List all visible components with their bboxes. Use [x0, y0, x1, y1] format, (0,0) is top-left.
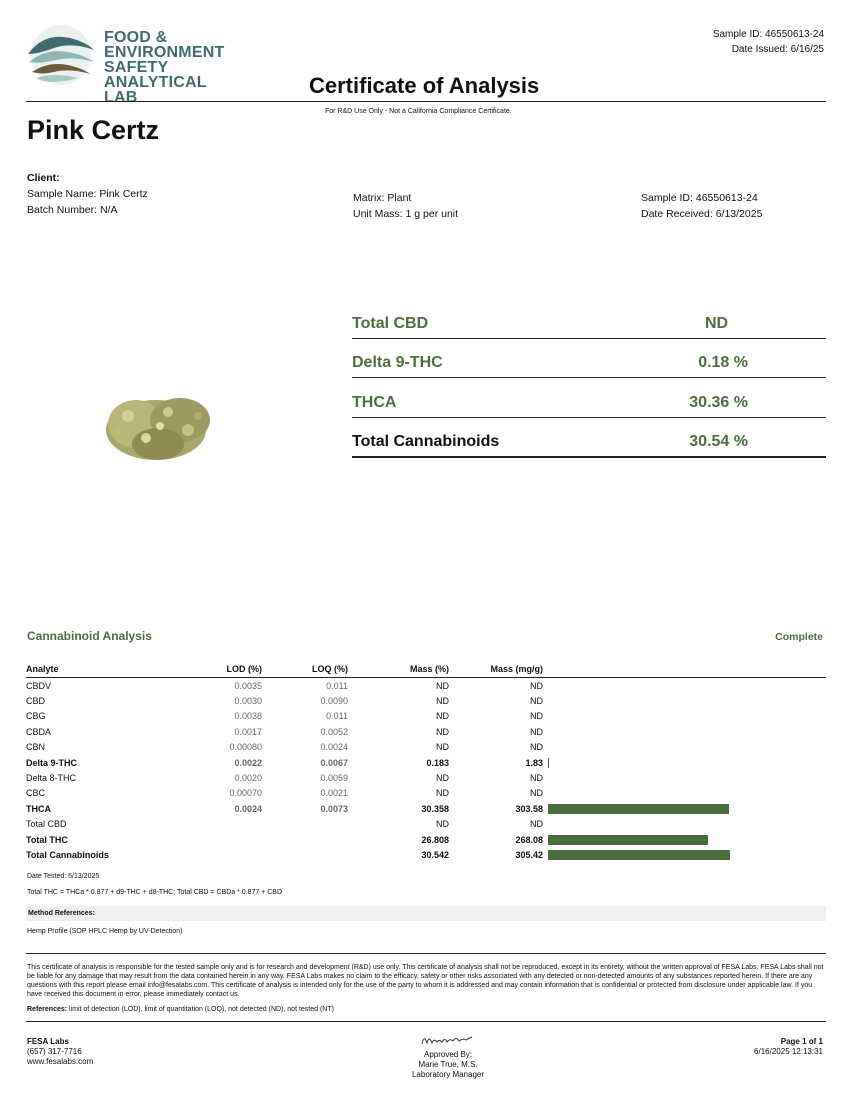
mass-pct-cell: ND	[436, 788, 449, 799]
table-row	[26, 817, 826, 832]
lab-logo-mark-icon	[24, 24, 98, 86]
bar-cell	[543, 817, 826, 832]
footer-divider	[26, 1021, 826, 1022]
unit-mass: Unit Mass: 1 g per unit	[353, 208, 459, 220]
analyte-cell: Total CBD	[26, 819, 67, 830]
mass-mg-cell: 305.42	[515, 849, 543, 860]
mass-bar	[548, 850, 730, 860]
summary-row-delta9-thc	[352, 339, 826, 378]
summary-value: 30.54 %	[689, 433, 748, 450]
mass-mg-cell: ND	[530, 742, 543, 753]
table-row	[26, 801, 826, 816]
table-row	[26, 786, 826, 801]
summary-value: ND	[705, 315, 729, 332]
mass-mg-cell: 1.83	[525, 757, 543, 768]
mass-mg-cell: ND	[530, 696, 543, 707]
analyte-cell: CBG	[26, 711, 46, 722]
bar-cell	[543, 847, 826, 862]
col-mass-pct: Mass (%)	[348, 663, 449, 678]
bar-cell	[543, 740, 826, 755]
loq-cell: 0.0052	[320, 726, 348, 737]
mass-mg-cell: ND	[530, 819, 543, 830]
bar-cell	[543, 832, 826, 847]
col-lod: LOD (%)	[151, 663, 262, 678]
lod-cell: 0.0030	[234, 696, 262, 707]
analyte-cell: CBD	[26, 696, 46, 707]
summary-row-total-cannabinoids	[352, 418, 826, 458]
loq-cell: 0.0024	[320, 742, 348, 753]
table-row	[26, 693, 826, 708]
loq-cell: 0.0073	[320, 803, 348, 814]
approved-by: Approved By:	[423, 1050, 473, 1059]
sample-id: Sample ID: 46550613-24	[641, 192, 758, 204]
summary-value: 0.18 %	[698, 354, 748, 371]
method-divider	[26, 953, 826, 954]
method-references-header	[26, 906, 826, 921]
mass-mg-cell: ND	[530, 711, 543, 722]
header-date-issued: Date Issued: 6/16/25	[731, 44, 824, 55]
summary-row-total-cbd	[352, 300, 826, 339]
analysis-title: Cannabinoid Analysis	[27, 629, 152, 643]
analyte-cell: CBN	[26, 742, 46, 753]
sample-name: Sample Name: Pink Certz	[27, 188, 148, 200]
mass-pct-cell: 0.183	[426, 757, 449, 768]
col-bar	[543, 663, 826, 678]
approver-title: Laboratory Manager	[411, 1070, 485, 1079]
mass-pct-cell: ND	[436, 742, 449, 753]
loq-cell	[262, 847, 348, 862]
lod-cell: 0.0022	[234, 757, 262, 768]
bar-cell	[543, 786, 826, 801]
lod-cell	[151, 847, 262, 862]
lod-cell: 0.00080	[229, 742, 262, 753]
mass-pct-cell: ND	[436, 711, 449, 722]
report-timestamp: 6/16/2025 12:13:31	[754, 1047, 823, 1056]
sample-title: Pink Certz	[27, 115, 160, 145]
lab-name-line-3: SAFETY	[104, 59, 169, 76]
loq-cell: 0.0067	[320, 757, 348, 768]
mass-mg-cell: 268.08	[515, 834, 543, 845]
loq-cell: 0.0090	[320, 696, 348, 707]
bar-cell	[543, 724, 826, 739]
col-mass-mg: Mass (mg/g)	[449, 663, 543, 678]
analysis-table	[26, 663, 826, 863]
header-divider	[26, 101, 826, 102]
bar-cell	[543, 770, 826, 785]
mass-pct-cell: 26.808	[421, 834, 449, 845]
lab-name	[104, 30, 234, 105]
footer-company	[27, 1037, 93, 1067]
table-row	[26, 740, 826, 755]
mass-pct-cell: 30.542	[421, 849, 449, 860]
bar-cell	[543, 693, 826, 708]
lab-name-line-1: FOOD &	[104, 29, 168, 46]
header-meta	[713, 27, 824, 57]
summary-label: Total CBD	[352, 315, 429, 332]
analyte-cell: THCA	[26, 803, 51, 814]
approver-signature	[420, 1032, 474, 1048]
mass-mg-cell: 303.58	[515, 803, 543, 814]
lod-cell: 0.0038	[234, 711, 262, 722]
loq-cell	[262, 832, 348, 847]
loq-cell: 0.0021	[320, 788, 348, 799]
table-row	[26, 724, 826, 739]
analyte-cell: Total Cannabinoids	[26, 849, 109, 860]
lab-logo	[24, 24, 234, 106]
lod-cell: 0.0020	[234, 773, 262, 784]
company-website: www.fesalabs.com	[27, 1057, 94, 1066]
lod-cell: 0.0024	[234, 803, 262, 814]
company-name: FESA Labs	[27, 1037, 69, 1046]
analyte-cell: Delta 8-THC	[26, 773, 77, 784]
bar-cell	[543, 709, 826, 724]
analyte-cell: Delta 9-THC	[26, 757, 78, 768]
summary-label: Total Cannabinoids	[352, 433, 500, 450]
analysis-status: Complete	[775, 631, 823, 643]
analyte-cell: CBC	[26, 788, 46, 799]
mass-pct-cell: ND	[436, 696, 449, 707]
analysis-header-row	[26, 663, 826, 678]
references-text: limit of detection (LOD), limit of quantitation (LOQ), not detected (ND), not tested (NT)	[69, 1006, 334, 1013]
references-label: References:	[27, 1006, 68, 1013]
footer-approval	[348, 1050, 548, 1080]
lab-name-line-2: ENVIRONMENT	[104, 44, 225, 61]
batch-number: Batch Number: N/A	[27, 204, 118, 216]
analyte-cell: CBDV	[26, 680, 52, 691]
product-photo	[98, 386, 218, 470]
method-heading: Method References:	[28, 910, 95, 917]
mass-mg-cell: ND	[530, 680, 543, 691]
lod-cell: 0.00070	[229, 788, 262, 799]
disclaimer: This certificate of analysis is responsible for the tested sample only and is for research and development (R&D) use only. This certificate of analysis shall not be reproduced, except in its entirety, without the written approval of FESA Labs. FESA Labs shall not be liable for any damage that may result from the data contained herein in any way. FESA Labs makes no claim to the efficacy, safety or other risks associated with any detected or non-detected amounts of any substances reported herein. If there are any questions with this report please email info@fesalabs.com. This certificate of analysis is intended only for the use of the party to whom it is addressed and may contain information that is confidential or protected from disclosure under applicable law. If you have received this document in error, please immediately contact us.	[27, 964, 824, 998]
loq-cell: 0.011	[326, 711, 348, 722]
mass-mg-cell: ND	[530, 788, 543, 799]
summary-label: Delta 9-THC	[352, 354, 443, 371]
lab-name-line-4: ANALYTICAL LAB	[104, 74, 207, 106]
summary-row-thca	[352, 379, 826, 418]
method-text: Hemp Profile (SOP HPLC Hemp by UV-Detection)	[27, 928, 183, 935]
table-row	[26, 678, 826, 694]
date-tested: Date Tested: 6/13/2025	[27, 873, 100, 880]
table-row	[26, 847, 826, 862]
mass-pct-cell: ND	[436, 773, 449, 784]
total-formula: Total THC = THCa * 0.877 + d9-THC + d8-THC; Total CBD = CBDa * 0.877 + CBD	[27, 889, 283, 896]
analysis-body	[26, 678, 826, 863]
header-sample-id: Sample ID: 46550613-24	[712, 29, 824, 40]
col-loq: LOQ (%)	[262, 663, 348, 678]
mass-bar	[548, 804, 729, 814]
matrix: Matrix: Plant	[353, 192, 412, 204]
lod-cell: 0.0035	[234, 680, 262, 691]
col-analyte: Analyte	[26, 663, 151, 678]
client-label: Client:	[27, 172, 60, 184]
mass-mg-cell: ND	[530, 773, 543, 784]
date-received: Date Received: 6/13/2025	[641, 208, 763, 220]
bar-cell	[543, 755, 826, 770]
lod-cell	[151, 832, 262, 847]
loq-cell: 0.011	[326, 680, 348, 691]
mass-pct-cell: 30.358	[421, 803, 449, 814]
mass-pct-cell: ND	[436, 726, 449, 737]
matrix-info	[353, 190, 458, 222]
page-number: Page 1 of 1	[780, 1037, 823, 1046]
table-row	[26, 832, 826, 847]
table-row	[26, 755, 826, 770]
lod-cell	[151, 817, 262, 832]
analyte-cell: CBDA	[26, 726, 52, 737]
table-row	[26, 709, 826, 724]
loq-cell: 0.0059	[320, 773, 348, 784]
mass-bar	[548, 758, 549, 768]
approver-name: Marie True, M.S.	[418, 1060, 478, 1069]
page-title: Certificate of Analysis	[309, 73, 540, 98]
mass-pct-cell: ND	[436, 680, 449, 691]
mass-pct-cell: ND	[436, 819, 449, 830]
receipt-info	[641, 190, 762, 222]
table-row	[26, 770, 826, 785]
analyte-cell: Total THC	[26, 834, 68, 845]
footer-page-info	[754, 1037, 823, 1057]
mass-mg-cell: ND	[530, 726, 543, 737]
compliance-note: For R&D Use Only - Not a California Compliance Certificate.	[325, 108, 512, 115]
bar-cell	[543, 801, 826, 816]
company-phone: (657) 317-7716	[27, 1047, 82, 1056]
summary-label: THCA	[352, 394, 397, 411]
lod-cell: 0.0017	[234, 726, 262, 737]
summary-value: 30.36 %	[689, 394, 748, 411]
loq-cell	[262, 817, 348, 832]
bar-cell	[543, 678, 826, 694]
mass-bar	[548, 835, 708, 845]
references	[27, 1006, 334, 1013]
client-info	[27, 170, 148, 218]
